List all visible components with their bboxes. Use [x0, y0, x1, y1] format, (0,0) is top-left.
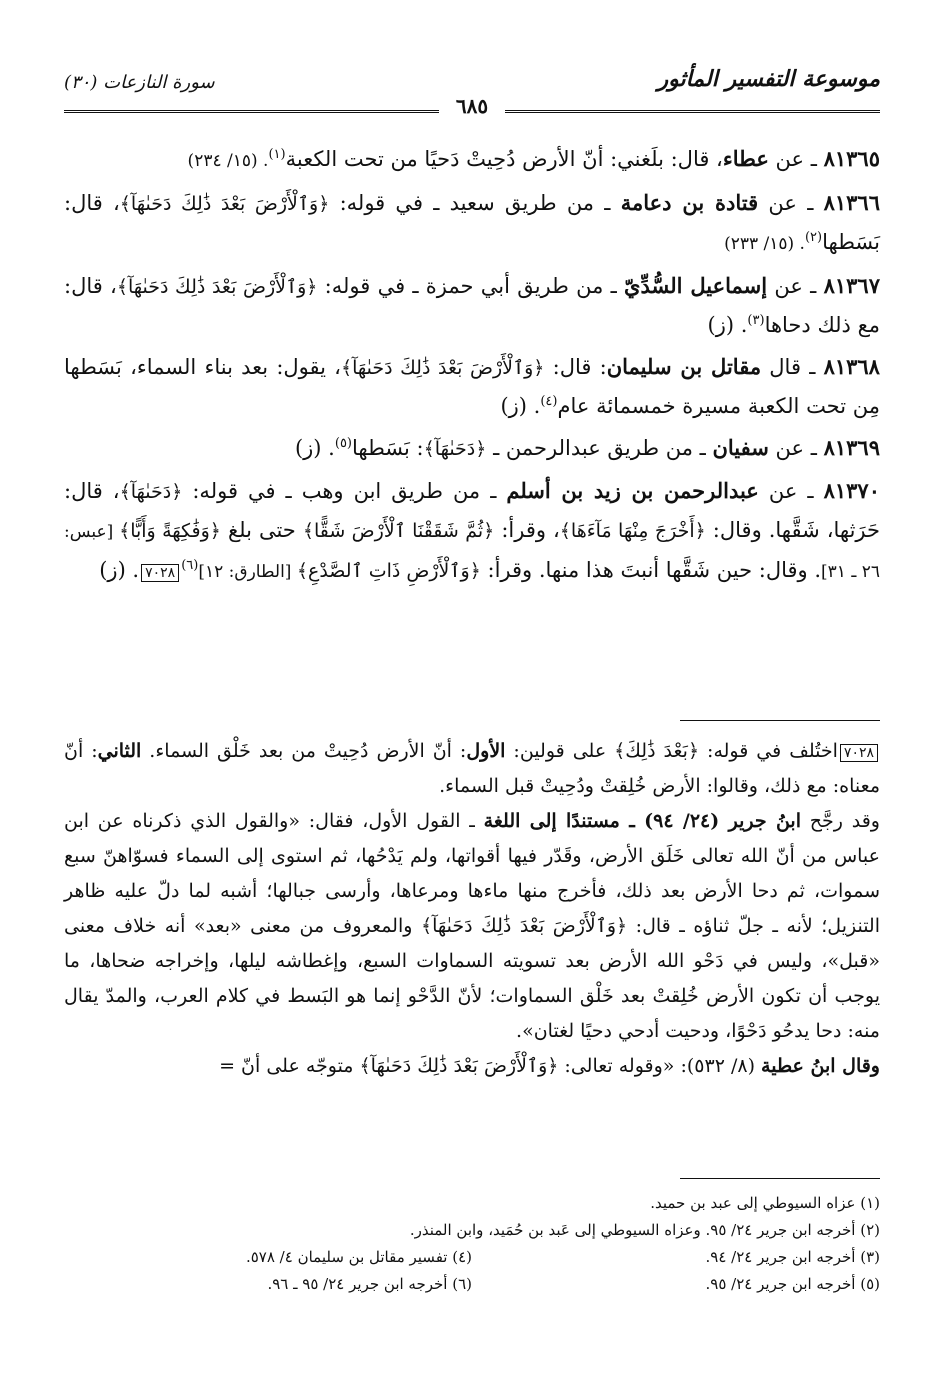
- footnote-marker: (٢): [804, 230, 823, 245]
- entry-text: ـ من طريق سعيد ـ في قوله:: [329, 191, 621, 215]
- footnotes: [64, 1190, 880, 1298]
- entry-81365: [64, 140, 880, 180]
- surah-title: سورة النازعات (٣٠): [64, 72, 215, 93]
- footnote-3: (٣) أخرجه ابن جرير ٢٤/ ٩٤.: [705, 1248, 880, 1266]
- narrator-name: عبدالرحمن بن زيد بن أسلم: [506, 478, 759, 503]
- commentary-para-3: [64, 1049, 880, 1084]
- entry-number: ٨١٣٧٠: [823, 478, 880, 503]
- entry-source: . (١٥/ ٢٣٤): [187, 151, 269, 171]
- quran-verse: ﴿بَعْدَ ذَٰلِكَ﴾: [614, 740, 700, 762]
- entry-dash: ـ: [797, 479, 824, 503]
- page-header: [64, 60, 880, 116]
- commentary-text: والمعروف من معنى «بعد» أنه خلاف معنى «قبل»، وليس في دَحْو الله الأرض بعد تسويته السماوات السبع، وإغطاشه ليلها، وإخراجه ضحاها، ما يوجب أن تكون الأرض خُلِقتْ بعد خَلْق السماوات؛ لأنّ الدَّحْو إنما هو البَسط في كلام العرب، والمدّ يقال منه: دحا يدحُو دَحْوًا، ودحيت أدحي دحيًا لغتان».: [64, 915, 880, 1042]
- footnote-row: [64, 1271, 880, 1298]
- entry-81367: [64, 267, 880, 344]
- footnote-divider: [680, 1178, 880, 1179]
- footnote-marker: (٥): [334, 436, 352, 451]
- footnote-1: (١) عزاه السيوطي إلى عبد بن حميد.: [650, 1194, 880, 1212]
- preference-basis: مستندًا إلى اللغة: [483, 810, 620, 832]
- entry-text-2: : بَسَطها: [352, 436, 424, 460]
- entry-dash: ـ: [802, 274, 824, 298]
- entry-number: ٨١٣٦٦: [823, 190, 880, 215]
- commentary-ref-box: ٧٠٢٨: [141, 564, 179, 582]
- narrator-name: سفيان: [712, 435, 769, 460]
- entry-prefix: عن: [758, 479, 798, 503]
- footnote-marker: (٦): [181, 558, 199, 573]
- entry-text-4: حتى بلغ: [220, 518, 303, 542]
- footnote-5: (٥) أخرجه ابن جرير ٢٤/ ٩٥.: [705, 1275, 880, 1293]
- quran-verse-5: ﴿وَٱلْأَرْضِ ذَاتِ ٱلصَّدْعِ﴾: [296, 560, 481, 582]
- quran-verse: ﴿وَٱلْأَرْضَ بَعْدَ ذَٰلِكَ دَحَىٰهَآ﴾: [116, 276, 318, 298]
- entry-text-2: ، قال: مع ذلك دحاها: [64, 274, 880, 337]
- commentary-text: متوجّه على أنّ =: [219, 1055, 360, 1077]
- commentary-text: اختُلف في قوله:: [699, 740, 838, 762]
- commentary-text: (٨/ ٥٣٢): «وقوله تعالى:: [558, 1055, 762, 1077]
- entry-text: ، قال: بلَغني: أنّ الأرض دُحِيتْ دَحيًا من تحت الكعبة: [285, 147, 723, 171]
- entry-source: . (ز): [99, 558, 140, 582]
- commentary-text: : أنّ الأرض دُحِيتْ من بعد خَلْق السماء.: [141, 740, 467, 762]
- entry-number: ٨١٣٦٧: [823, 273, 880, 298]
- footnote-marker: (١): [268, 147, 286, 162]
- page-number: ٦٨٥: [446, 94, 498, 118]
- entry-text: ـ من طريق عبدالرحمن ـ: [486, 436, 713, 460]
- citation: (٢٤/ ٩٤) ـ: [619, 810, 729, 832]
- entry-dash: ـ: [796, 191, 824, 215]
- entry-81366: [64, 184, 880, 263]
- quran-verse-4: ﴿وَفَٰكِهَةً وَأَبًّا﴾: [119, 520, 221, 542]
- quran-verse-2: ﴿أَخْرَجَ مِنْهَا مَآءَهَا﴾: [559, 520, 706, 542]
- entry-text: ـ من طريق أبي حمزة ـ في قوله:: [317, 274, 625, 298]
- footnote-marker: (٣): [747, 313, 765, 328]
- commentary-divider: [680, 720, 880, 721]
- narrator-name: عطاء: [722, 146, 769, 171]
- first-opinion-label: الأول: [466, 740, 506, 762]
- entry-source: . (ز): [707, 313, 748, 337]
- entry-number: ٨١٣٦٩: [823, 435, 880, 460]
- entry-text: : قال:: [544, 355, 607, 379]
- commentary-text: وقد رجَّح: [801, 810, 880, 832]
- entry-text-3: ، وقرأ:: [494, 518, 560, 542]
- footnote-row: [64, 1244, 880, 1271]
- entry-prefix: عن: [767, 274, 803, 298]
- main-text: [64, 140, 880, 595]
- entry-source: . (١٥/ ٢٣٣): [724, 234, 805, 254]
- narrator-name: قتادة بن دعامة: [620, 190, 759, 215]
- header-rule-left: [64, 110, 439, 113]
- header-rule-right: [505, 110, 880, 113]
- entry-dash: ـ: [804, 436, 824, 460]
- entry-prefix: عن: [768, 147, 805, 171]
- quran-verse-3: ﴿ثُمَّ شَقَقْنَا ٱلْأَرْضَ شَقًّا﴾: [302, 520, 495, 542]
- verse-reference: [عبس: ٢٦ ـ ٣١]: [64, 522, 880, 582]
- entry-prefix: عن: [758, 191, 797, 215]
- quran-verse: ﴿دَحَىٰهَآ﴾: [119, 481, 183, 503]
- entry-81368: [64, 348, 880, 425]
- second-opinion-label: الثاني: [97, 740, 142, 762]
- entry-prefix: عن: [768, 436, 805, 460]
- entry-dash: ـ: [800, 355, 824, 379]
- narrator-name: إسماعيل السُّدِّيّ: [624, 273, 768, 298]
- entry-text: ـ من طريق ابن وهب ـ في قوله:: [182, 479, 507, 503]
- entry-prefix: قال: [761, 355, 801, 379]
- page-number-bar: [64, 94, 880, 122]
- entry-text-2: ، قال: حَرَثها، شَقَّها. وقال:: [64, 479, 881, 542]
- entry-dash: ـ: [804, 147, 824, 171]
- entry-source: . (ز): [294, 436, 335, 460]
- entry-number: ٨١٣٦٥: [823, 146, 880, 171]
- quran-verse: ﴿وَٱلْأَرْضَ بَعْدَ ذَٰلِكَ دَحَىٰهَآ﴾: [340, 357, 545, 379]
- commentary-text: ـ القول الأول، فقال: «والقول الذي ذكرناه عن ابن عباس من أنّ الله تعالى خَلَق الأرض، وقَدّر فيها أقواتها، ولم يَدْحُها، ثم استوى إلى السماء فسوّاهنّ سبع سموات، ثم دحا الأرض بعد ذلك، فأخرج منها ماءها ومرعاها، وأرسى جبالها؛ أشبه لما دلّ عليه ظاهر التنزيل؛ لأنه ـ جلّ ثناؤه ـ قال:: [64, 810, 881, 937]
- footnote-6: (٦) أخرجه ابن جرير ٢٤/ ٩٥ ـ ٩٦.: [267, 1275, 472, 1293]
- entry-81370: [64, 472, 880, 591]
- footnote-marker: (٤): [540, 394, 558, 409]
- quran-verse: ﴿وَٱلْأَرْضَ بَعْدَ ذَٰلِكَ دَحَىٰهَآ﴾: [119, 193, 330, 215]
- entry-81369: [64, 429, 880, 468]
- entry-source: . (ز): [500, 394, 541, 418]
- entry-text-2: ، يقول: بعد بناء السماء، بَسَطها مِن تحت الكعبة مسيرة خمسمائة عام: [64, 355, 880, 418]
- entry-number: ٨١٣٦٨: [823, 354, 880, 379]
- verse-reference-2: [الطارق: ١٢]: [198, 562, 297, 582]
- series-title: موسوعة التفسير المأثور: [657, 66, 880, 92]
- commentary-text: على قولين:: [505, 740, 615, 762]
- commentary-para-1: [64, 734, 880, 804]
- commentary-box: ٧٠٢٨: [840, 744, 878, 762]
- commentary-para-2: [64, 804, 880, 1049]
- footnote-4: (٤) تفسير مقاتل بن سليمان ٤/ ٥٧٨.: [245, 1248, 472, 1266]
- quran-verse: ﴿وَٱلْأَرْضَ بَعْدَ ذَٰلِكَ دَحَىٰهَآ﴾: [420, 915, 628, 937]
- commentary-section: [64, 734, 880, 1084]
- scholar-name: ابنُ جرير: [728, 810, 801, 832]
- quran-verse: ﴿دَحَىٰهَآ﴾: [423, 438, 487, 460]
- quran-verse: ﴿وَٱلْأَرْضَ بَعْدَ ذَٰلِكَ دَحَىٰهَآ﴾: [359, 1055, 559, 1077]
- entry-text-2: ، قال: بَسَطها: [64, 191, 880, 254]
- narrator-name: مقاتل بن سليمان: [606, 354, 762, 379]
- commentary-text: : أنّ معناه: مع ذلك، وقالوا: الأرض خُلِقتْ ودُحِيتْ قبل السماء.: [64, 740, 880, 797]
- footnote-2: (٢) أخرجه ابن جرير ٢٤/ ٩٥. وعزاه السيوطي إلى عَبد بن حُمَيد، وابن المنذر.: [409, 1221, 880, 1239]
- entry-text-5: . وقال: حين شَقَّها أنبتَ هذا منها. وقرأ:: [480, 558, 822, 582]
- scholar-name: وقال ابنُ عطية: [761, 1055, 880, 1077]
